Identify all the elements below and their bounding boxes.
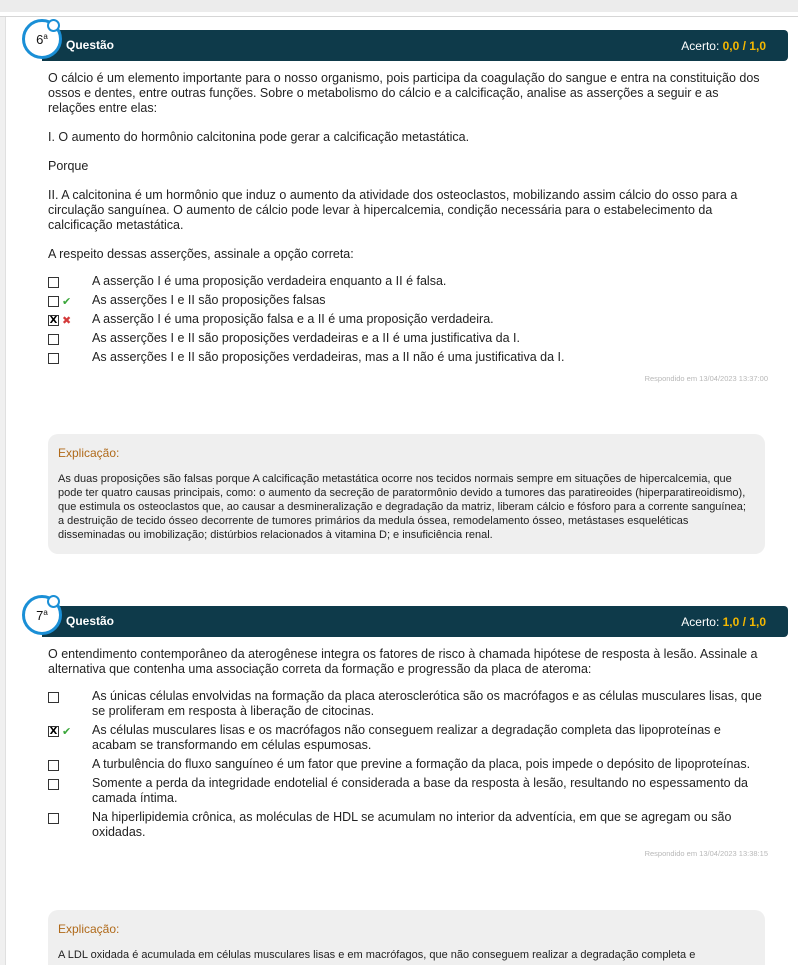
option-checkbox[interactable] [48, 296, 59, 307]
question-6 [22, 30, 788, 386]
question-header [36, 606, 788, 637]
option-text: Na hiperlipidemia crônica, as moléculas de HDL se acumulam no interior da adventícia, em que se agregam ou são oxidadas. [92, 810, 732, 839]
top-divider [0, 16, 798, 17]
assertion-1: I. O aumento do hormônio calcitonina pode gerar a calcificação metastática. [48, 130, 470, 144]
question-title: Questão [66, 38, 115, 52]
option-checkbox[interactable] [48, 353, 59, 364]
option-text: As únicas células envolvidas na formação da placa aterosclerótica são os macrófagos e as células musculares lisas, que se proliferam em resposta à liberação de citocinas. [92, 689, 762, 718]
answer-options [48, 689, 768, 840]
question-text: O cálcio é um elemento importante para o nosso organismo, pois participa da coagulação do sangue e entra na constituição dos ossos e dentes, entre outras funções. Sobre o metabolismo do cálcio e a calcificação, analise as asserções a seguir e as relações entre elas: [48, 71, 760, 115]
answer-options [48, 274, 768, 365]
wrong-icon: ✖ [62, 313, 72, 327]
option-checkbox-checked[interactable]: X [49, 314, 58, 326]
question-score [681, 615, 766, 629]
answered-timestamp: Respondido em 13/04/2023 13:38:15 [644, 849, 768, 858]
option-checkbox[interactable] [48, 760, 59, 771]
explanation-title: Explicação: [58, 922, 120, 936]
left-rail [0, 17, 6, 965]
option-checkbox[interactable] [48, 277, 59, 288]
answer-option[interactable] [48, 274, 768, 289]
check-icon: ✔ [62, 294, 72, 308]
question-number-badge [22, 19, 62, 59]
question-body [48, 61, 768, 386]
answer-option[interactable] [48, 757, 768, 772]
option-checkbox[interactable] [48, 813, 59, 824]
option-text: As asserções I e II são proposições verdadeiras, mas a II não é uma justificativa da I. [92, 350, 565, 364]
answer-option[interactable] [48, 776, 768, 806]
option-text: As asserções I e II são proposições falsas [92, 293, 326, 307]
answered-timestamp: Respondido em 13/04/2023 13:37:00 [644, 374, 768, 383]
question-number-ordinal: a [43, 607, 48, 617]
question-title: Questão [66, 614, 115, 628]
answer-option[interactable] [48, 331, 768, 346]
option-checkbox[interactable] [48, 692, 59, 703]
score-value: 0,0 / 1,0 [722, 39, 766, 53]
answer-option[interactable] [48, 810, 768, 840]
question-7 [22, 606, 788, 861]
option-text: As asserções I e II são proposições verdadeiras e a II é uma justificativa da I. [92, 331, 520, 345]
option-text: A asserção I é uma proposição verdadeira enquanto a II é falsa. [92, 274, 447, 288]
explanation-text: A LDL oxidada é acumulada em células musculares lisas e em macrófagos, que não conseguem realizar a degradação completa e [58, 949, 696, 961]
top-bar [0, 0, 798, 12]
answer-option[interactable] [48, 312, 768, 327]
question-header [36, 30, 788, 61]
question-number: 6 [36, 31, 44, 47]
assertion-2: II. A calcitonina é um hormônio que induz o aumento da atividade dos osteoclastos, mobilizando assim cálcio do osso para a circulação sanguínea. O aumento de cálcio pode levar à hipercalcemia, condição necessária para o estabelecimento da calcificação metastática. [48, 188, 738, 232]
score-value: 1,0 / 1,0 [722, 615, 766, 629]
option-text: A turbulência do fluxo sanguíneo é um fator que previne a formação da placa, pois impede o depósito de lipoproteínas. [92, 757, 751, 771]
assertion-connector: Porque [48, 159, 89, 173]
option-text: A asserção I é uma proposição falsa e a II é uma proposição verdadeira. [92, 312, 494, 326]
option-text: As células musculares lisas e os macrófagos não conseguem realizar a degradação completa das lipoproteínas e acabam se transformando em células espumosas. [92, 723, 721, 752]
question-number-ordinal: a [43, 31, 48, 41]
score-label: Acerto: [681, 615, 720, 629]
answer-option[interactable] [48, 350, 768, 365]
explanation-title: Explicação: [58, 446, 120, 460]
explanation-text: As duas proposições são falsas porque A calcificação metastática ocorre nos tecidos normais sempre em situações de hipercalcemia, que pode ter quatro causas principais, como: o aumento da secreção de paratormônio devido a tumores das paratireoides (hiperparatireoidismo), que estimula os osteoclastos que, ao causar a desmineralização e degradação da matriz, liberam cálcio e fósforo para a corrente sanguínea; a destruição de tecido ósseo decorrente de tumores primários da medula óssea, remodelamento ósseo, metástases esqueléticas disseminadas ou imobilização; distúrbios relacionados à vitamina D; e insuficiência renal. [58, 473, 746, 541]
check-icon: ✔ [62, 724, 72, 738]
option-checkbox[interactable] [48, 779, 59, 790]
question-text: O entendimento contemporâneo da aterogênese integra os fatores de risco à chamada hipótese de resposta à lesão. Assinale a alternativa que contenha uma associação correta da formação e progressão da placa de ateroma: [48, 647, 758, 676]
question-prompt: A respeito dessas asserções, assinale a opção correta: [48, 247, 354, 261]
option-checkbox[interactable] [48, 334, 59, 345]
option-checkbox-checked[interactable]: X [49, 725, 58, 737]
explanation-box [48, 910, 765, 965]
answer-option[interactable] [48, 689, 768, 719]
question-number-badge [22, 595, 62, 635]
question-number: 7 [36, 607, 44, 623]
score-label: Acerto: [681, 39, 720, 53]
answer-option[interactable] [48, 723, 768, 753]
question-score [681, 39, 766, 53]
question-body [48, 637, 768, 861]
explanation-box [48, 434, 765, 554]
option-text: Somente a perda da integridade endotelial é considerada a base da resposta à lesão, resultando no espessamento da camada íntima. [92, 776, 749, 805]
answer-option[interactable] [48, 293, 768, 308]
